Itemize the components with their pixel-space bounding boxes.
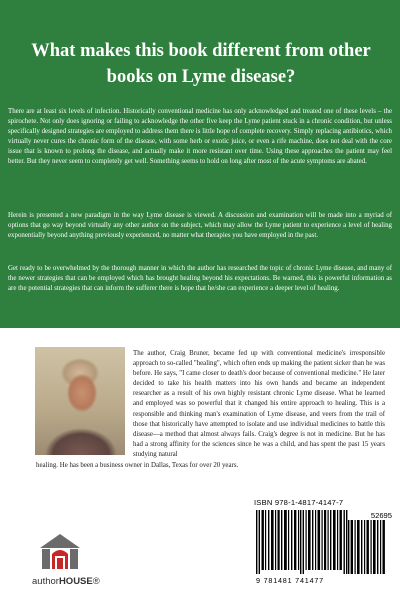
- author-photo: [35, 347, 125, 455]
- cover-headline: What makes this book different from other books on Lyme disease?: [31, 41, 371, 87]
- barcode-number: 9 781481 741477: [256, 576, 324, 585]
- publisher-logo: [32, 528, 102, 590]
- isbn-barcode: [252, 498, 392, 588]
- publisher-wordmark: authorHOUSE®: [32, 576, 100, 587]
- house-logo-icon: [32, 528, 102, 576]
- price-barcode-bars: [348, 520, 388, 574]
- author-bio-continued: healing. He has been a business owner in Dallas, Texas for over 20 years.: [36, 462, 239, 469]
- price-code: 52695: [370, 511, 392, 520]
- barcode-bars: [256, 510, 348, 574]
- author-bio: The author, Craig Bruner, became fed up with conventional medicine's irresponsible approach to so-called "healing", which often ends up making the patient sicker than he was before. He says, "I came closer to death's door because of conventional medicine." He later decided to take his health matters into his own hands and became an independent researcher as a result of his own highly resistant chronic Lyme disease. What he learned and employed was so powerful that it changed his entire approach to healing. This is a responsible and thinking man's examination of Lyme disease, and veers from the trail of those that historically have attempted to isolate and use individual medicines to battle this disease—a method that almost always fails. Craig's degree is not in medicine. But he has had a strong affinity for the sciences since he was a child, and has spent the past 15 years studying natural: [133, 350, 385, 458]
- description-paragraph-1: There are at least six levels of infection. Historically conventional medicine has only acknowledged and treated one of these levels – the spirochete. Not only does ignoring or failing to acknowledge the other five keep the Lyme patient stuck in a chronic condition, but unless specifically designed strategies are employed to address them there is little hope of complete recovery. Simply replacing antibiotics, which virtually never cures the chronic form of the disease, with some herb or exotic juice, or even a rife machine, does not deal with the core issue that is known to prolong the disease, and actually make it more resistant over time. Using these approaches the patient may feel better. But they never seem to completely get well. Something seems to hold on long after most of the acute symptoms are abated.: [8, 108, 392, 166]
- isbn-text: ISBN 978-1-4817-4147-7: [254, 498, 344, 507]
- description-paragraph-3: Get ready to be overwhelmed by the thorough manner in which the author has researched the topic of chronic Lyme disease, and many of the newer strategies that can be employed which has brought healing beyond his expectations. Be warned, this is powerful information as are the potential strategies that can inform the sufferer there is hope that he/she can experience a deeper level of healing.: [8, 265, 392, 293]
- description-paragraph-2: Herein is presented a new paradigm in the way Lyme disease is viewed. A discussion and examination will be made into a myriad of options that go way beyond virtually any other author on the subject, which may allow the Lyme patient to experience a level of healing exponentially beyond anything previously experienced, no matter what therapies you have employed in the past.: [8, 212, 392, 240]
